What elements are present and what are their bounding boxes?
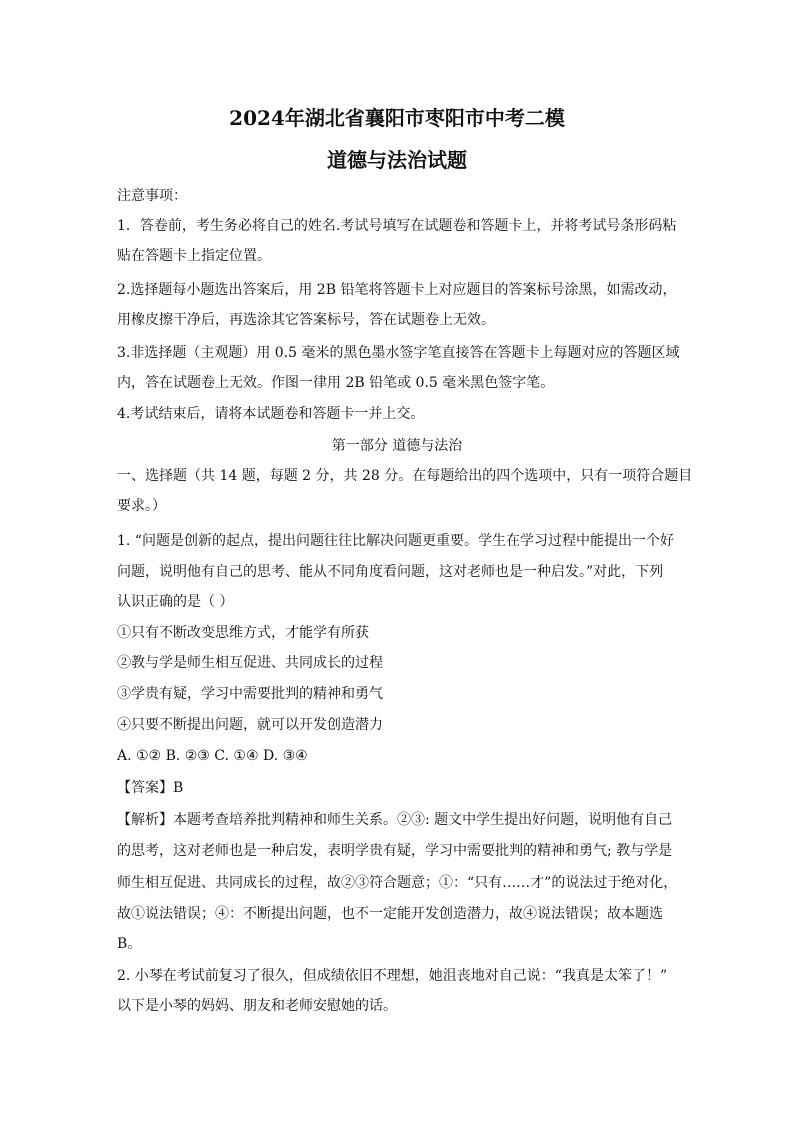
question-1-statement: ②教与学是师生相互促进、共同成长的过程 — [117, 655, 383, 671]
question-2-stem-line: 以下是小琴的妈妈、朋友和老师安慰她的话。 — [117, 998, 397, 1014]
notice-line: 贴在答题卡上指定位置。 — [117, 248, 271, 264]
question-1-analysis-line: 故①说法错误；④：不断提出问题，也不一定能开发创造潜力，故④说法错误；故本题选 — [117, 906, 663, 922]
notice-heading: 注意事项： — [117, 188, 187, 204]
notice-line: 用橡皮擦干净后，再选涂其它答案标号，答在试题卷上无效。 — [117, 312, 495, 328]
exam-subtitle: 道德与法治试题 — [327, 148, 467, 172]
section-intro-line: 要求。） — [117, 498, 166, 514]
question-1-statement: ①只有不断改变思维方式，才能学有所获 — [117, 625, 369, 641]
question-1-analysis-line: 师生相互促进、共同成长的过程，故②③符合题意；①：“只有……才”的说法过于绝对化， — [117, 875, 678, 891]
question-1-analysis-line: 的思考，这对老师也是一种启发，表明学贵有疑，学习中需要批判的精神和勇气; 教与学是 — [117, 843, 673, 859]
exam-title: 2024年湖北省襄阳市枣阳市中考二模 — [229, 106, 565, 130]
notice-line: 1．答卷前，考生务必将自己的姓名.考试号填写在试题卷和答题卡上，并将考试号条形码粘 — [117, 218, 677, 234]
question-1-statement: ③学贵有疑，学习中需要批判的精神和勇气 — [117, 686, 383, 702]
question-1-statement: ④只要不断提出问题，就可以开发创造潜力 — [117, 717, 383, 733]
question-1-answer: 【答案】B — [117, 780, 184, 796]
section-title: 第一部分 道德与法治 — [331, 438, 463, 454]
notice-line: 2.选择题每小题选出答案后，用 2B 铅笔将答题卡上对应题目的答案标号涂黑，如需改动， — [117, 282, 677, 298]
notice-line: 3.非选择题（主观题）用 0.5 毫米的黑色墨水签字笔直接答在答题卡上每题对应的答题区域 — [117, 345, 680, 361]
notice-line: 4.考试结束后，请将本试题卷和答题卡一并上交。 — [117, 406, 425, 422]
section-intro-line: 一、选择题（共 14 题，每题 2 分，共 28 分。在每题给出的四个选项中，只有一项符合题目 — [117, 468, 693, 484]
question-1-stem-line: 认识正确的是（ ） — [117, 594, 234, 610]
question-2-stem-line: 2. 小琴在考试前复习了很久，但成绩依旧不理想，她沮丧地对自己说：“我真是太笨了！” — [117, 968, 668, 984]
question-1-options: A. ①② B. ②③ C. ①④ D. ③④ — [117, 748, 308, 764]
question-1-stem-line: 问题，说明他有自己的思考、能从不同角度看问题，这对老师也是一种启发。”对此，下列 — [117, 564, 664, 580]
question-1-analysis-line: B。 — [117, 936, 142, 952]
question-1-stem-line: 1. “问题是创新的起点，提出问题往往比解决问题更重要。学生在学习过程中能提出一个好 — [117, 533, 674, 549]
notice-line: 内，答在试题卷上无效。作图一律用 2B 铅笔或 0.5 毫米黑色签字笔。 — [117, 375, 555, 391]
question-1-analysis-line: 【解析】本题考查培养批判精神和师生关系。②③: 题文中学生提出好问题，说明他有自己 — [117, 812, 673, 828]
